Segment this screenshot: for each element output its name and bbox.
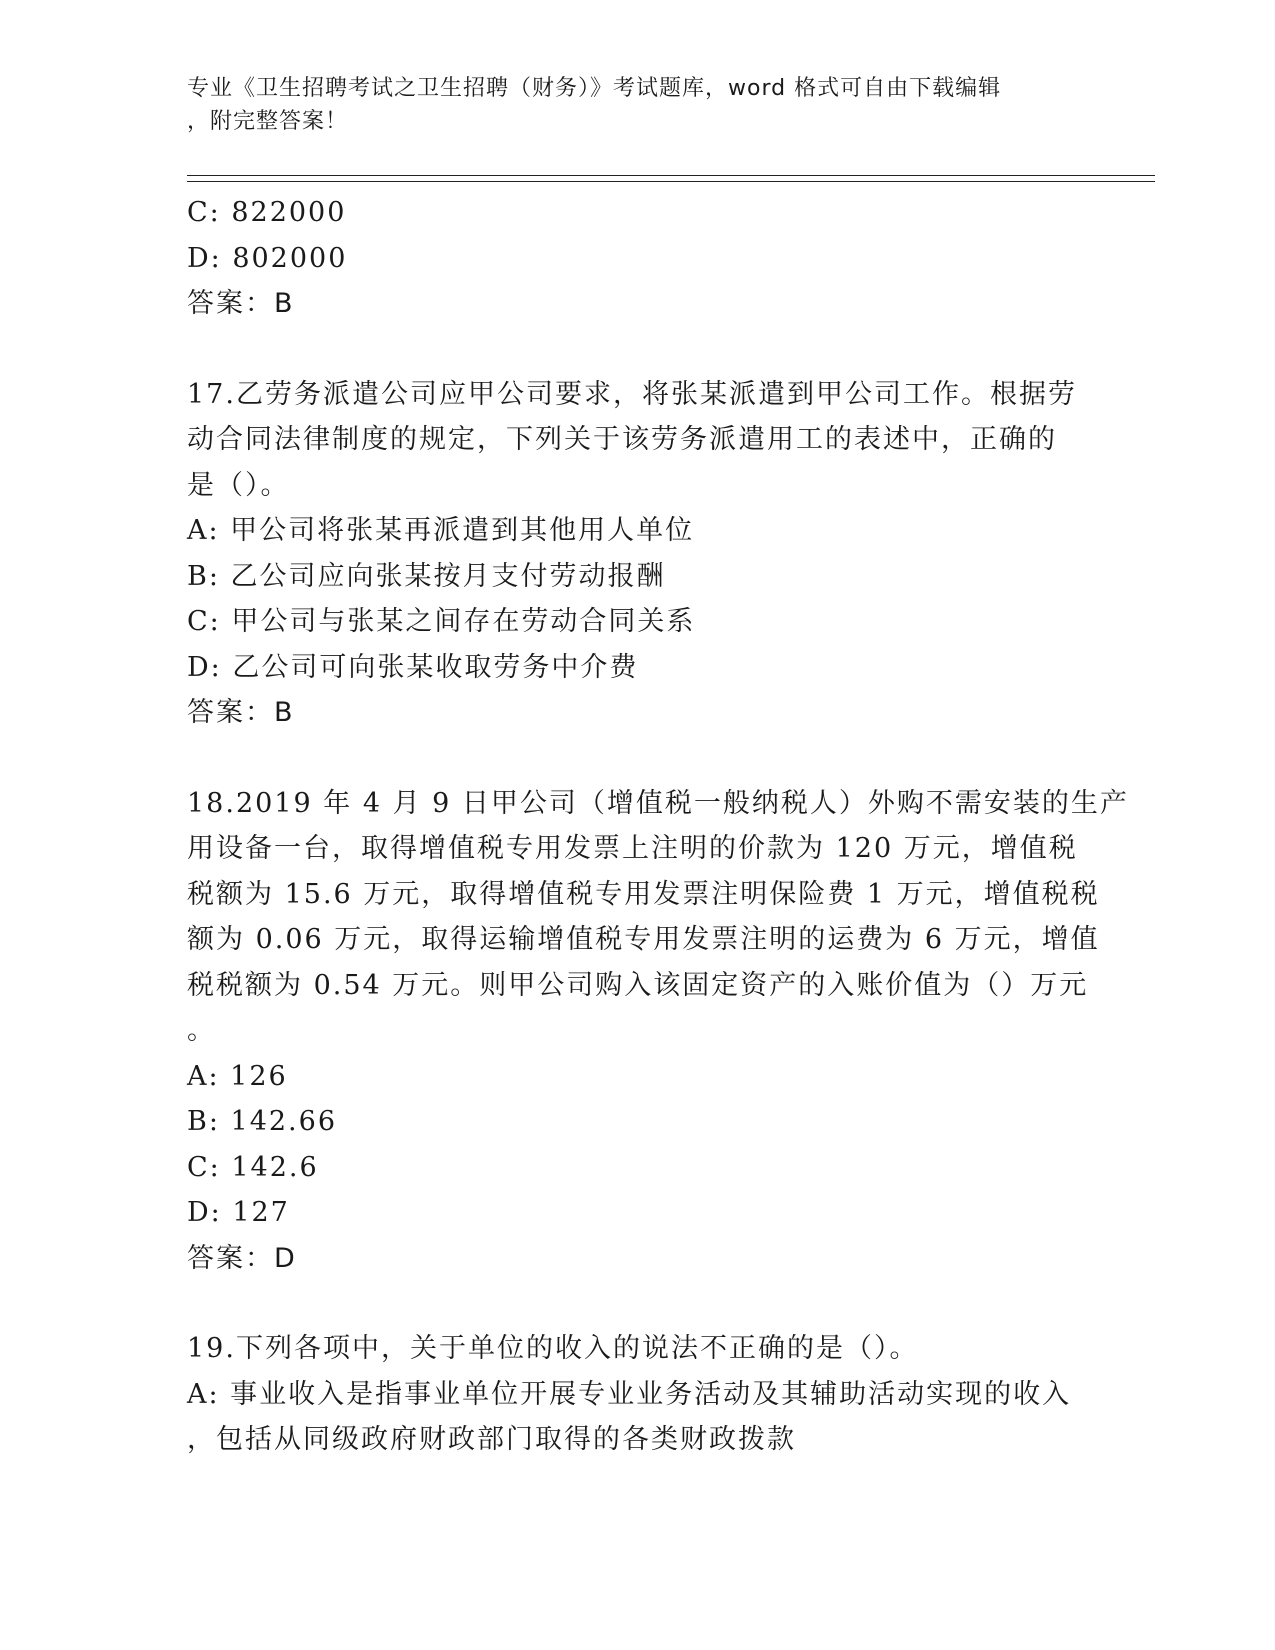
- question-stem-line: 税税额为 0.54 万元。则甲公司购入该固定资产的入账价值为（）万元: [187, 969, 1089, 1001]
- question-stem-line: 额为 0.06 万元，取得运输增值税专用发票注明的运费为 6 万元，增值: [187, 924, 1100, 955]
- answer-line: 答案：B: [187, 288, 295, 319]
- header-line-2: ，附完整答案！: [187, 109, 349, 134]
- document-body: [187, 190, 1129, 1463]
- question-17: [187, 372, 1087, 736]
- spacer: [187, 327, 1087, 372]
- question-stem-line: 是（）。: [187, 469, 290, 501]
- question-stem-line: 19.下列各项中，关于单位的收入的说法不正确的是（）。: [187, 1333, 919, 1364]
- question-19: [187, 1326, 1087, 1463]
- question-stem-line: 17.乙劳务派遣公司应甲公司要求，将张某派遣到甲公司工作。根据劳: [187, 378, 1077, 410]
- option-d: D: 127: [187, 1197, 290, 1228]
- option-a-continued: ，包括从同级政府财政部门取得的各类财政拨款: [187, 1424, 796, 1455]
- header-rule-top: [187, 175, 1155, 176]
- question-stem-line: 18.2019 年 4 月 9 日甲公司（增值税一般纳税人）外购不需安装的生产: [187, 787, 1129, 819]
- option-d: D: 802000: [187, 242, 348, 274]
- answer-line: 答案：D: [187, 1242, 297, 1274]
- header-rule-bottom: [187, 181, 1155, 182]
- header-line-1: 专业《卫生招聘考试之卫生招聘（财务）》考试题库，word 格式可自由下载编辑: [187, 76, 1002, 101]
- question-stem-line: 。: [187, 1015, 216, 1046]
- previous-question-tail: [187, 190, 1087, 327]
- spacer: [187, 1281, 1087, 1326]
- spacer: [187, 736, 1087, 781]
- option-c: C: 142.6: [187, 1151, 319, 1183]
- option-c: C: 822000: [187, 197, 347, 228]
- question-stem-line: 动合同法律制度的规定，下列关于该劳务派遣用工的表述中，正确的: [187, 424, 1057, 455]
- option-b: B: 142.66: [187, 1106, 337, 1137]
- option-b: B: 乙公司应向张某按月支付劳动报酬: [187, 560, 666, 592]
- question-stem-line: 用设备一台，取得增值税专用发票上注明的价款为 120 万元，增值税: [187, 833, 1078, 864]
- question-stem-line: 税额为 15.6 万元，取得增值税专用发票注明保险费 1 万元，增值税税: [187, 878, 1100, 910]
- question-18: [187, 781, 1129, 1282]
- option-c: C: 甲公司与张某之间存在劳动合同关系: [187, 606, 696, 637]
- answer-line: 答案：B: [187, 697, 295, 728]
- option-a: A: 甲公司将张某再派遣到其他用人单位: [187, 515, 695, 546]
- option-d: D: 乙公司可向张某收取劳务中介费: [187, 651, 639, 683]
- option-a: A: 126: [187, 1060, 288, 1092]
- option-a: A: 事业收入是指事业单位开展专业业务活动及其辅助活动实现的收入: [187, 1378, 1072, 1410]
- document-header: [187, 72, 1087, 138]
